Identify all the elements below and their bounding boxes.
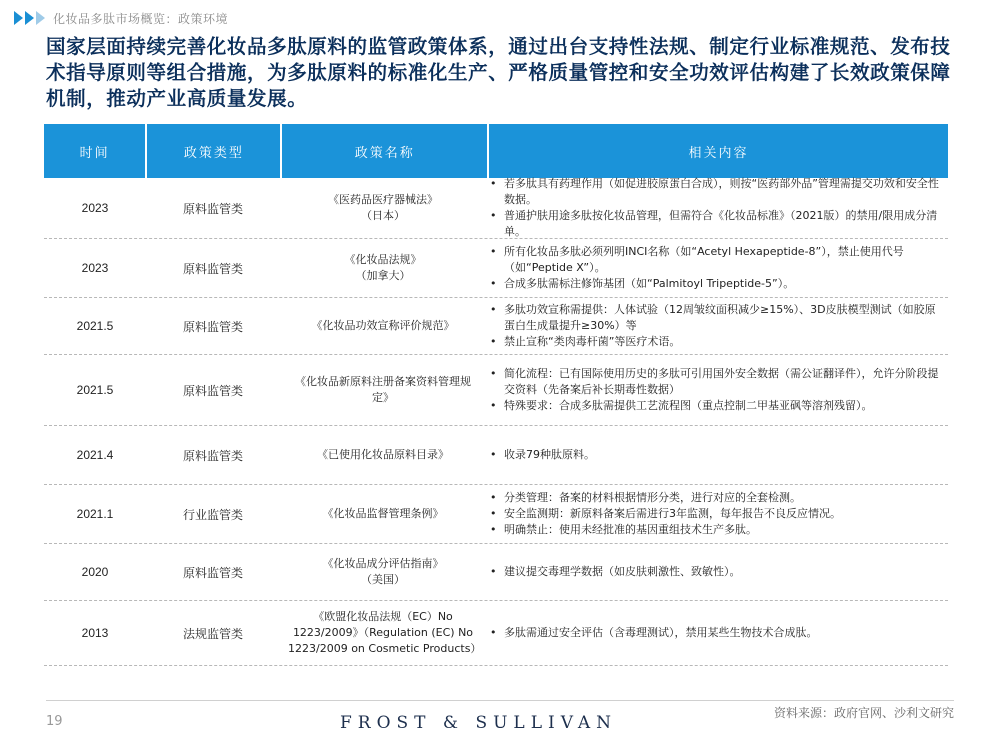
table-header [44, 124, 948, 178]
content-bullet: • 多肽功效宣称需提供：人体试验（12周皱纹面积减少≥15%）、3D皮肤模型测试（如胶原蛋白生成量提升≥30%）等 [486, 302, 942, 334]
row-content [486, 544, 948, 600]
row-time: 2013 [81, 626, 109, 640]
content-list [486, 302, 942, 350]
table-row [44, 544, 948, 601]
row-time: 2021.1 [76, 507, 114, 521]
page-headline: 国家层面持续完善化妆品多肽原料的监管政策体系，通过出台支持性法规、制定行业标准规范、发布技术指导原则等组合措施，为多肽原料的标准化生产、严格质量管控和安全功效评估构建了长效政策保障机制，推动产业高质量发展。 [46, 35, 951, 110]
row-policy-type: 原料监管类 [182, 261, 243, 276]
content-list [486, 490, 942, 538]
page-number: 19 [46, 714, 63, 729]
content-list [486, 176, 942, 240]
content-list [486, 564, 942, 580]
content-bullet: • 分类管理：备案的材料根据情形分类，进行对应的全套检测。 [486, 490, 942, 506]
content-bullet: • 合成多肽需标注修饰基团（如“Palmitoyl Tripeptide-5”）。 [486, 276, 942, 292]
row-policy-type: 原料监管类 [182, 565, 243, 580]
row-time: 2020 [81, 565, 109, 579]
row-time: 2023 [81, 261, 109, 275]
brand-logo: FROST & SULLIVAN [340, 713, 617, 733]
table-row [44, 601, 948, 666]
row-policy-type: 原料监管类 [182, 448, 243, 463]
content-bullet: • 禁止宣称“类肉毒杆菌”等医疗术语。 [486, 334, 942, 350]
row-content [486, 178, 948, 238]
row-content [486, 239, 948, 297]
row-policy-name: 《化妆品法规》 （加拿大） [344, 253, 422, 282]
row-content [486, 355, 948, 425]
content-bullet: • 收录79种肽原料。 [486, 447, 942, 463]
table-row [44, 426, 948, 485]
table-body [44, 178, 948, 666]
content-list [486, 244, 942, 292]
content-bullet: • 多肽需通过安全评估（含毒理测试），禁用某些生物技术合成肽。 [486, 625, 942, 641]
row-policy-name: 《医药品医疗器械法》 （日本） [328, 193, 438, 222]
row-policy-name: 《化妆品功效宣称评价规范》 [311, 319, 455, 332]
content-bullet: • 明确禁止：使用未经批准的基因重组技术生产多肽。 [486, 522, 942, 538]
row-policy-name: 《化妆品新原料注册备案资料管理规定》 [295, 375, 471, 404]
breadcrumb-text: 化妆品多肽市场概览：政策环境 [53, 11, 229, 26]
table-row [44, 239, 948, 298]
row-policy-type: 原料监管类 [182, 201, 243, 216]
row-content [486, 426, 948, 484]
source-note: 资料来源：政府官网、沙利文研究 [773, 706, 954, 720]
row-policy-name: 《已使用化妆品原料目录》 [317, 448, 449, 461]
row-time: 2021.4 [76, 448, 114, 462]
table-row [44, 355, 948, 426]
header-name: 政策名称 [282, 124, 489, 178]
row-time: 2023 [81, 201, 109, 215]
content-bullet: • 所有化妆品多肽必须列明INCI名称（如“Acetyl Hexapeptide-8”），禁止使用代号（如“Peptide X”）。 [486, 244, 942, 276]
row-policy-type: 行业监管类 [182, 507, 243, 522]
row-content [486, 601, 948, 665]
content-bullet: • 若多肽具有药理作用（如促进胶原蛋白合成），则按“医药部外品”管理需提交功效和安全性数据。 [486, 176, 942, 208]
content-bullet: • 特殊要求：合成多肽需提供工艺流程图（重点控制二甲基亚砜等溶剂残留）。 [486, 398, 942, 414]
row-policy-type: 原料监管类 [182, 319, 243, 334]
content-list [486, 366, 942, 414]
table-row [44, 485, 948, 544]
content-list [486, 625, 942, 641]
content-list [486, 447, 942, 463]
content-bullet: • 简化流程：已有国际使用历史的多肽可引用国外安全数据（需公证翻译件），允许分阶段提交资料（先备案后补长期毒性数据） [486, 366, 942, 398]
row-policy-type: 法规监管类 [182, 626, 243, 641]
content-bullet: • 安全监测期：新原料备案后需进行3年监测，每年报告不良反应情况。 [486, 506, 942, 522]
row-content [486, 485, 948, 543]
table-row [44, 178, 948, 239]
chevron-arrows-icon [14, 11, 47, 25]
header-content: 相关内容 [688, 145, 749, 161]
row-policy-type: 原料监管类 [182, 383, 243, 398]
row-policy-name: 《化妆品成分评估指南》 （美国） [322, 557, 444, 586]
footer-divider [46, 700, 954, 701]
breadcrumb [14, 8, 228, 28]
table-row [44, 298, 948, 355]
content-bullet: • 普通护肤用途多肽按化妆品管理，但需符合《化妆品标准》（2021版）的禁用/限用成分清单。 [486, 208, 942, 240]
policy-table [44, 124, 948, 666]
row-content [486, 298, 948, 354]
header-type: 政策类型 [147, 124, 282, 178]
content-bullet: • 建议提交毒理学数据（如皮肤刺激性、致敏性）。 [486, 564, 942, 580]
row-time: 2021.5 [76, 383, 114, 397]
header-time: 时间 [44, 124, 147, 178]
row-policy-name: 《欧盟化妆品法规（EC）No 1223/2009》（Regulation (EC) No 1223/2009 on Cosmetic Products） [288, 610, 482, 655]
row-time: 2021.5 [76, 319, 114, 333]
row-policy-name: 《化妆品监督管理条例》 [322, 507, 444, 520]
